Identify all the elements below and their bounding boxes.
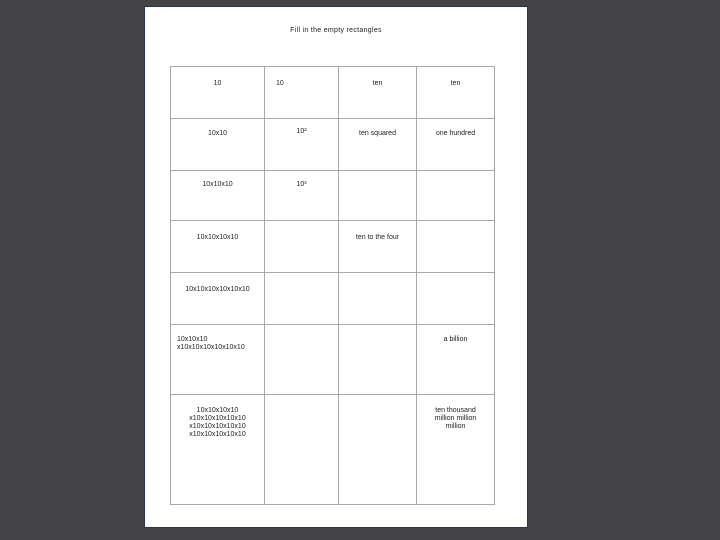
cell-text: 10x10x10 xyxy=(202,181,233,188)
table-cell[interactable] xyxy=(265,171,339,221)
table-cell[interactable] xyxy=(265,221,339,273)
cell-text: 10 xyxy=(276,80,284,87)
table-cell[interactable] xyxy=(339,325,417,395)
worksheet-title: Fill in the empty rectangles xyxy=(290,27,382,34)
cell-text: 10x10x10x10 xyxy=(196,234,239,241)
table-cell[interactable] xyxy=(339,67,417,119)
table-row xyxy=(171,325,495,395)
cell-text: 10x10x10x10 x10x10x10x10x10 x10x10x10x10x10 x10x10x10x10x10 xyxy=(189,407,246,438)
cell-text: 10² xyxy=(296,128,307,135)
cell-text: 10x10x10x10x10x10 xyxy=(185,286,250,293)
cell-text: ten thousand million million million xyxy=(434,407,477,430)
table-cell[interactable] xyxy=(417,273,495,325)
table-row xyxy=(171,273,495,325)
worksheet-page xyxy=(144,6,528,528)
table-cell[interactable] xyxy=(171,221,265,273)
cell-text: 10x10 xyxy=(207,130,228,137)
table-cell[interactable] xyxy=(171,171,265,221)
cell-text: ten xyxy=(372,80,383,87)
table-cell[interactable] xyxy=(417,67,495,119)
table-cell[interactable] xyxy=(265,67,339,119)
table-cell[interactable] xyxy=(265,395,339,505)
cell-text: a billion xyxy=(443,336,468,343)
table-cell[interactable] xyxy=(417,119,495,171)
exponent-table xyxy=(170,66,495,505)
table-cell[interactable] xyxy=(265,273,339,325)
table-cell[interactable] xyxy=(417,395,495,505)
table-cell[interactable] xyxy=(417,171,495,221)
cell-text: 10x10x10 x10x10x10x10x10x10 xyxy=(177,336,245,351)
cell-text: ten squared xyxy=(359,130,396,137)
table-row xyxy=(171,171,495,221)
table-cell[interactable] xyxy=(339,273,417,325)
table-row xyxy=(171,221,495,273)
cell-text: 10³ xyxy=(296,181,307,188)
cell-text: 10 xyxy=(213,80,222,87)
table-cell[interactable] xyxy=(339,119,417,171)
table-cell[interactable] xyxy=(339,221,417,273)
cell-text: ten xyxy=(450,80,461,87)
table-row xyxy=(171,67,495,119)
table-cell[interactable] xyxy=(171,395,265,505)
table-cell[interactable] xyxy=(339,171,417,221)
table-cell[interactable] xyxy=(339,395,417,505)
table-cell[interactable] xyxy=(171,119,265,171)
table-cell[interactable] xyxy=(265,119,339,171)
table-cell[interactable] xyxy=(417,325,495,395)
table-cell[interactable] xyxy=(171,67,265,119)
table-row xyxy=(171,119,495,171)
cell-text: ten to the four xyxy=(355,234,400,241)
table-cell[interactable] xyxy=(265,325,339,395)
table-cell[interactable] xyxy=(171,273,265,325)
table-cell[interactable] xyxy=(171,325,265,395)
cell-text: one hundred xyxy=(435,130,476,137)
table-cell[interactable] xyxy=(417,221,495,273)
table-row xyxy=(171,395,495,505)
